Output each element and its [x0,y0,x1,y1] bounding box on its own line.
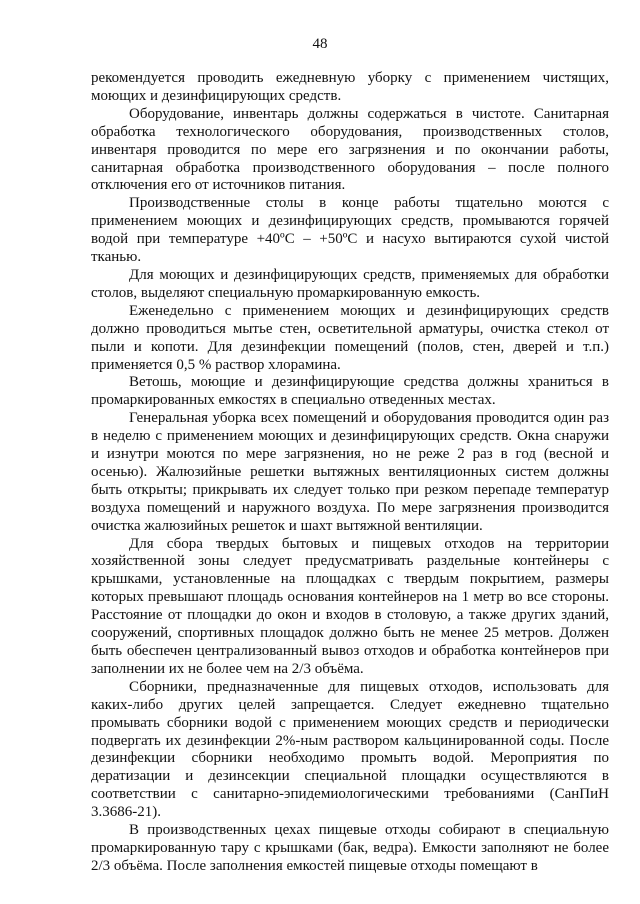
page-number: 48 [312,36,328,52]
paragraph-9: Сборники, предназначенные для пищевых отходов, использовать для каких-либо других целей запрещается. Следует ежедневно тщательно промывать сборники водой с применением моющих средств и периодически подвергать их дезинфекции 2%-ным раствором кальцинированной соды. После дезинфекции сборники необходимо промыть водой. Мероприятия по дератизации и дезинсекции специальной площадки осуществляются в соответствии с санитарно-эпидемиологическими требованиями (СанПиН 3.3686-21). [91,678,609,821]
paragraph-6: Ветошь, моющие и дезинфицирующие средства должны храниться в промаркированных емкостях в специально отведенных местах. [91,374,609,409]
paragraph-1: рекомендуется проводить ежедневную уборку с применением чистящих, моющих и дезинфицирующих средств. [91,70,609,104]
paragraph-3: Производственные столы в конце работы тщательно моются с применением моющих и дезинфицирующих средств, промываются горячей водой при температуре +40ºС – +50ºС и насухо вытираются сухой чистой тканью. [91,195,609,266]
paragraph-5: Еженедельно с применением моющих и дезинфицирующих средств должно проводиться мытье стен, осветительной арматуры, очистка стекол от пыли и копоти. Для дезинфекции помещений (полов, стен, дверей и т.п.) применяется 0,5 % раствор хлорамина. [91,302,609,373]
paragraph-4: Для моющих и дезинфицирующих средств, применяемых для обработки столов, выделяют специальную промаркированную емкость. [91,266,609,301]
paragraph-10: В производственных цехах пищевые отходы собирают в специальную промаркированную тару с крышками (бак, ведра). Емкости заполняют не более 2/3 объёма. После заполнения емкостей пищевые отходы помещают в [91,822,609,874]
paragraph-7: Генеральная уборка всех помещений и оборудования проводится один раз в неделю с применением моющих и дезинфицирующих средств. Окна снаружи и изнутри моются по мере загрязнения, но не реже 2 раз в год (весной и осенью). Жалюзийные решетки вытяжных вентиляционных систем должны быть открыты; прикрывать их следует только при резком перепаде температур воздуха помещений и наружного воздуха. По мере загрязнения производится очистка жалюзийных решеток и шахт вытяжной вентиляции. [91,410,609,534]
paragraph-8: Для сбора твердых бытовых и пищевых отходов на территории хозяйственной зоны следует предусматривать раздельные контейнеры с крышками, установленные на площадках с твердым покрытием, размеры которых превышают площадь основания контейнеров на 1 метр во все стороны. Расстояние от площадки до окон и входов в столовую, а также других зданий, сооружений, спортивных площадок должно быть не менее 25 метров. Должен быть обеспечен централизованный вывоз отходов и обработка контейнеров при заполнении их не более чем на 2/3 объёма. [91,535,609,677]
paragraph-2: Оборудование, инвентарь должны содержаться в чистоте. Санитарная обработка технологического оборудования, производственных столов, инвентаря проводится по мере его загрязнения и по окончании работы, санитарная обработка производственного оборудования – после полного отключения его от источников питания. [91,105,609,194]
body-text [91,70,609,876]
